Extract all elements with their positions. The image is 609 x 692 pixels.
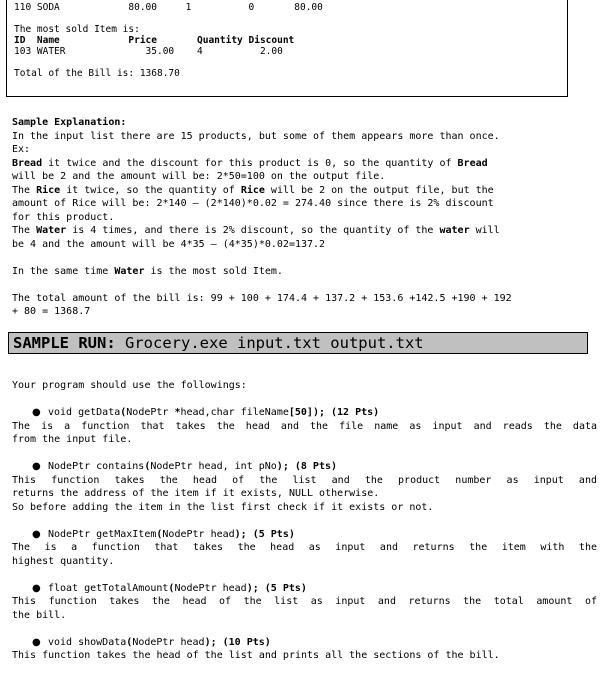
output-total: Total of the Bill is: 1368.70 [14, 68, 180, 79]
function-desc-line: the bill. [12, 609, 67, 621]
function-desc-line: This function takes the head of the list as input and returns the total amount of [12, 596, 597, 607]
points-label: (5 Pts) [246, 528, 295, 540]
bullet-icon: ● [32, 582, 41, 594]
explanation-intro-2: Ex: [12, 144, 31, 155]
points-label: (10 Pts) [216, 636, 271, 648]
function-signature-getmaxitem: ● NodePtr getMaxItem(NodePtr head); (5 Pts) [32, 528, 295, 540]
points-label: (12 Pts) [325, 407, 380, 418]
output-row-water: 103 WATER 35.00 4 2.00 [14, 46, 283, 57]
function-signature-getdata: ● void getData(NodePtr *head,char fileName[50]); (12 Pts) [32, 407, 380, 418]
bread-line-2: will be 2 and the amount will be: 2*50=100 on the output file. [12, 171, 386, 182]
function-signature-gettotalamount: ● float getTotalAmount(NodePtr head); (5 Pts) [32, 582, 307, 594]
function-desc-line: This function takes the head of the list and the product number as input and [12, 474, 597, 486]
total-line-2: + 80 = 1368.7 [12, 306, 91, 317]
explanation-intro-1: In the input list there are 15 products, but some of them appears more than once. [12, 130, 500, 142]
function-desc-line: So before adding the item in the list first check if it exists or not. [12, 501, 434, 513]
water-line-1: The Water is 4 times, and there is 2% discount, so the quantity of the water will [12, 225, 500, 236]
water-line-2: be 4 and the amount will be 4*35 – (4*35)*0.02=137.2 [12, 238, 326, 250]
function-desc-line: The is a function that takes the head and the file name as input and reads the data [12, 420, 597, 432]
function-desc-line: highest quantity. [12, 555, 115, 567]
points-label: (8 Pts) [288, 461, 338, 472]
explanation-heading: Sample Explanation: [12, 117, 127, 128]
function-desc-line: returns the address of the item if it exists, NULL otherwise. [12, 488, 380, 499]
function-signature-contains: ● NodePtr contains(NodePtr head, int pNo); (8 Pts) [32, 461, 338, 472]
function-signature-showdata: ● void showData(NodePtr head); (10 Pts) [32, 636, 271, 648]
function-desc-line: from the input file. [12, 434, 133, 445]
functions-section [12, 379, 597, 663]
output-header: ID Name Price Quantity Discount [14, 35, 295, 46]
bread-line-1: Bread it twice and the discount for this product is 0, so the quantity of Bread [12, 157, 488, 169]
most-sold-title: The most sold Item is: [14, 24, 140, 35]
sample-explanation [12, 116, 597, 319]
sample-run-bar: SAMPLE RUN: Grocery.exe input.txt output.txt [8, 332, 588, 354]
sample-run-command: Grocery.exe input.txt output.txt [115, 334, 424, 352]
function-desc-line: The is a function that takes the head as input and returns the item with the [12, 542, 597, 553]
function-desc-line: This function takes the head of the list and prints all the sections of the bill. [12, 650, 500, 661]
sample-run-label: SAMPLE RUN [13, 334, 107, 352]
points-label: (5 Pts) [258, 582, 307, 594]
rice-line-1: The Rice it twice, so the quantity of Rice will be 2 on the output file, but the [12, 184, 494, 196]
most-sold-line: In the same time Water is the most sold Item. [12, 265, 283, 277]
total-line-1: The total amount of the bill is: 99 + 100 + 174.4 + 137.2 + 153.6 +142.5 +190 + 192 [12, 292, 512, 304]
output-row-soda: 110 SODA 80.00 1 0 80.00 [14, 2, 323, 13]
bullet-icon: ● [32, 636, 41, 648]
bullet-icon: ● [32, 528, 41, 540]
output-box [6, 0, 568, 97]
rice-line-3: for this product. [12, 211, 115, 223]
functions-intro: Your program should use the followings: [12, 380, 247, 391]
bullet-icon: ● [32, 407, 41, 418]
bullet-icon: ● [32, 461, 41, 472]
rice-line-2: amount of Rice will be: 2*140 – (2*140)*0.02 = 274.40 since there is 2% discount [12, 198, 494, 209]
